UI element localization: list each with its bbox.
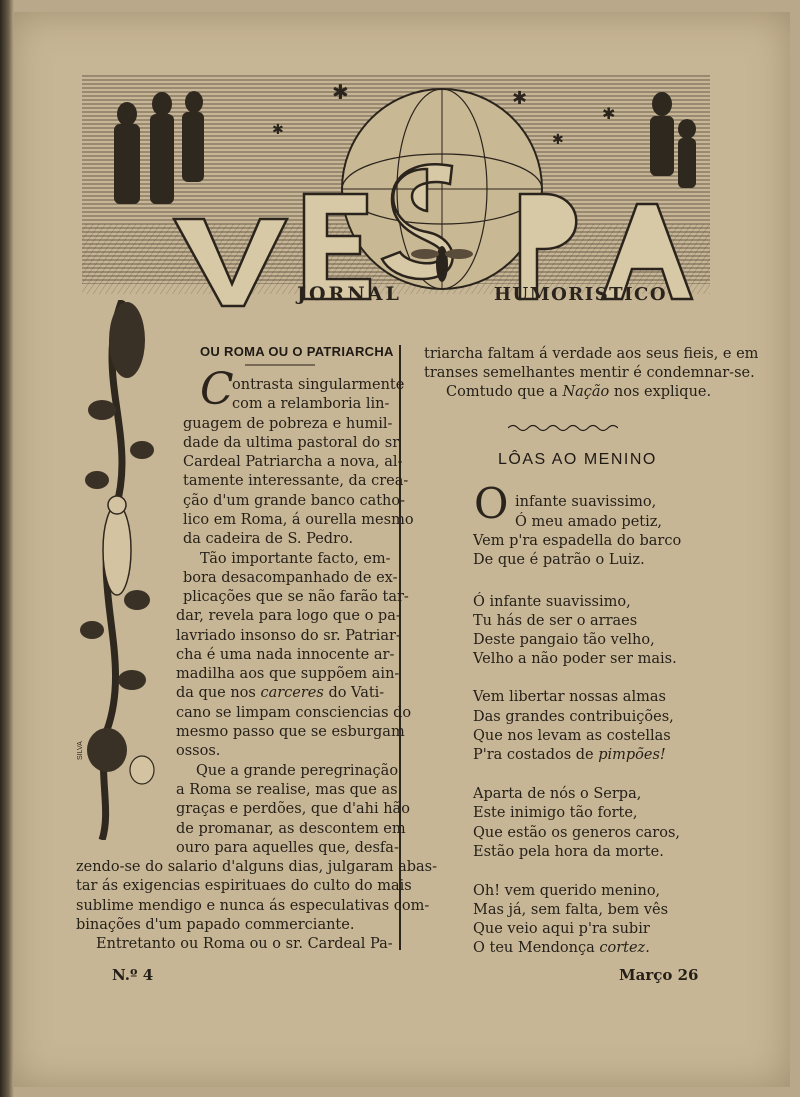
article-line: ontrasta singularmente: [232, 377, 405, 393]
article-line: guagem de pobreza e humil-: [183, 416, 393, 432]
article-continuation-line: [446, 383, 711, 402]
poem-line: [473, 746, 666, 765]
svg-text:✱: ✱: [602, 104, 616, 123]
poem-line: Que veio aqui p'ra subir: [473, 921, 650, 937]
article-line-part: do Vati-: [328, 685, 385, 701]
poem-dropcap: O: [474, 479, 509, 528]
svg-text:✱: ✱: [552, 132, 564, 148]
article-line: tar ás exigencias espirituaes do culto do mais: [76, 878, 412, 894]
article-line: cha é uma nada innocente ar-: [176, 647, 395, 663]
masthead-subtitle-right: HUMORISTICO: [494, 284, 668, 305]
article-line: ção d'um grande banco catho-: [183, 493, 406, 509]
article-line: [176, 684, 384, 703]
article-continuation-line: triarcha faltam á verdade aos seus fieis, e em: [424, 346, 759, 362]
poem-italic-word: cortez.: [599, 940, 650, 956]
poem-line-part: O teu Mendonça: [473, 940, 595, 956]
article-line: bora desacompanhado de ex-: [183, 570, 398, 586]
ornamental-rule: [508, 423, 618, 433]
article-continuation-line: transes semelhantes mentir é condemnar-se.: [424, 365, 755, 381]
poem-italic-word: pimpões!: [598, 747, 666, 763]
article-line: binações d'um papado commerciante.: [76, 917, 355, 933]
svg-text:✱: ✱: [272, 122, 284, 138]
article-dropcap: C: [200, 364, 234, 415]
article-line: ouro para aquelles que, desfa-: [176, 840, 399, 856]
poem-line-part: P'ra costados de: [473, 747, 594, 763]
issue-date: Março 26: [619, 966, 699, 984]
article-line: da cadeira de S. Pedro.: [183, 531, 354, 547]
article-line: lico em Roma, á ourella mesmo: [183, 512, 414, 528]
poem-line: Vem p'ra espadella do barco: [473, 533, 682, 549]
poem-line: De que é patrão o Luiz.: [473, 552, 645, 568]
article-line: tamente interessante, da crea-: [183, 473, 409, 489]
article-italic-word: Nação: [562, 384, 610, 400]
article-line: ossos.: [176, 743, 221, 759]
article-line: dade da ultima pastoral do sr.: [183, 435, 403, 451]
illustrator-signature: SILVA: [77, 741, 84, 760]
article-line: com a relamboria lin-: [232, 396, 390, 412]
vine-illustration: [72, 300, 167, 840]
poem-title: LÔAS AO MENINO: [498, 451, 657, 468]
article-line: plicações que se não farão tar-: [183, 589, 409, 605]
svg-text:✱: ✱: [332, 80, 349, 104]
poem-line: infante suavissimo,: [515, 494, 657, 510]
poem-line: Ó meu amado petiz,: [515, 514, 663, 530]
article-line: Entretanto ou Roma ou o sr. Cardeal Pa-: [96, 936, 393, 952]
article-line-part: nos explique.: [613, 384, 712, 400]
poem-line: Este inimigo tão forte,: [473, 805, 638, 821]
svg-text:✱: ✱: [512, 88, 528, 109]
article-line-part: Comtudo que a: [446, 384, 558, 400]
masthead-subtitle-left: JORNAL: [297, 283, 402, 305]
poem-line: Estão pela hora da morte.: [473, 844, 664, 860]
article-italic-word: carceres: [260, 685, 324, 701]
poem-line: Oh! vem querido menino,: [473, 883, 661, 899]
article-line: Cardeal Patriarcha a nova, al-: [183, 454, 403, 470]
article-line: graças e perdões, que d'ahi hão: [176, 801, 410, 817]
poem-line: Das grandes contribuições,: [473, 709, 674, 725]
poem-line: Velho a não poder ser mais.: [473, 651, 677, 667]
article-line: Que a grande peregrinação: [196, 763, 399, 779]
article-line: dar, revela para logo que o pa-: [176, 608, 401, 624]
article-line: mesmo passo que se esburgam: [176, 724, 405, 740]
masthead-illustration: [82, 74, 710, 312]
article-line: Tão importante facto, em-: [200, 551, 391, 567]
poem-line: Tu hás de ser o arraes: [473, 613, 638, 629]
article-line: lavriado insonso do sr. Patriar-: [176, 628, 401, 644]
article-line: de promanar, as descontem em: [176, 821, 406, 837]
issue-number: N.º 4: [112, 966, 154, 984]
poem-line: Mas já, sem falta, bem vês: [473, 902, 669, 918]
poem-line: Deste pangaio tão velho,: [473, 632, 655, 648]
poem-line: Que estão os generos caros,: [473, 825, 681, 841]
poem-line: Ó infante suavissimo,: [473, 594, 631, 610]
article-line: zendo-se do salario d'alguns dias, julgaram abas-: [76, 859, 438, 875]
poem-line: Vem libertar nossas almas: [473, 689, 666, 705]
article-line: cano se limpam consciencias do: [176, 705, 412, 721]
headline-rule: [245, 362, 315, 368]
binding-edge: [0, 0, 14, 1097]
article-line: sublime mendigo e nunca ás especulativas com-: [76, 898, 430, 914]
poem-line: [473, 939, 650, 958]
poem-line: Que nos levam as costellas: [473, 728, 671, 744]
article-headline: OU ROMA OU O PATRIARCHA: [200, 344, 394, 359]
article-line: madilha aos que suppõem ain-: [176, 666, 400, 682]
article-line-part: da que nos: [176, 685, 256, 701]
poem-line: Aparta de nós o Serpa,: [473, 786, 642, 802]
article-line: a Roma se realise, mas que as: [176, 782, 398, 798]
